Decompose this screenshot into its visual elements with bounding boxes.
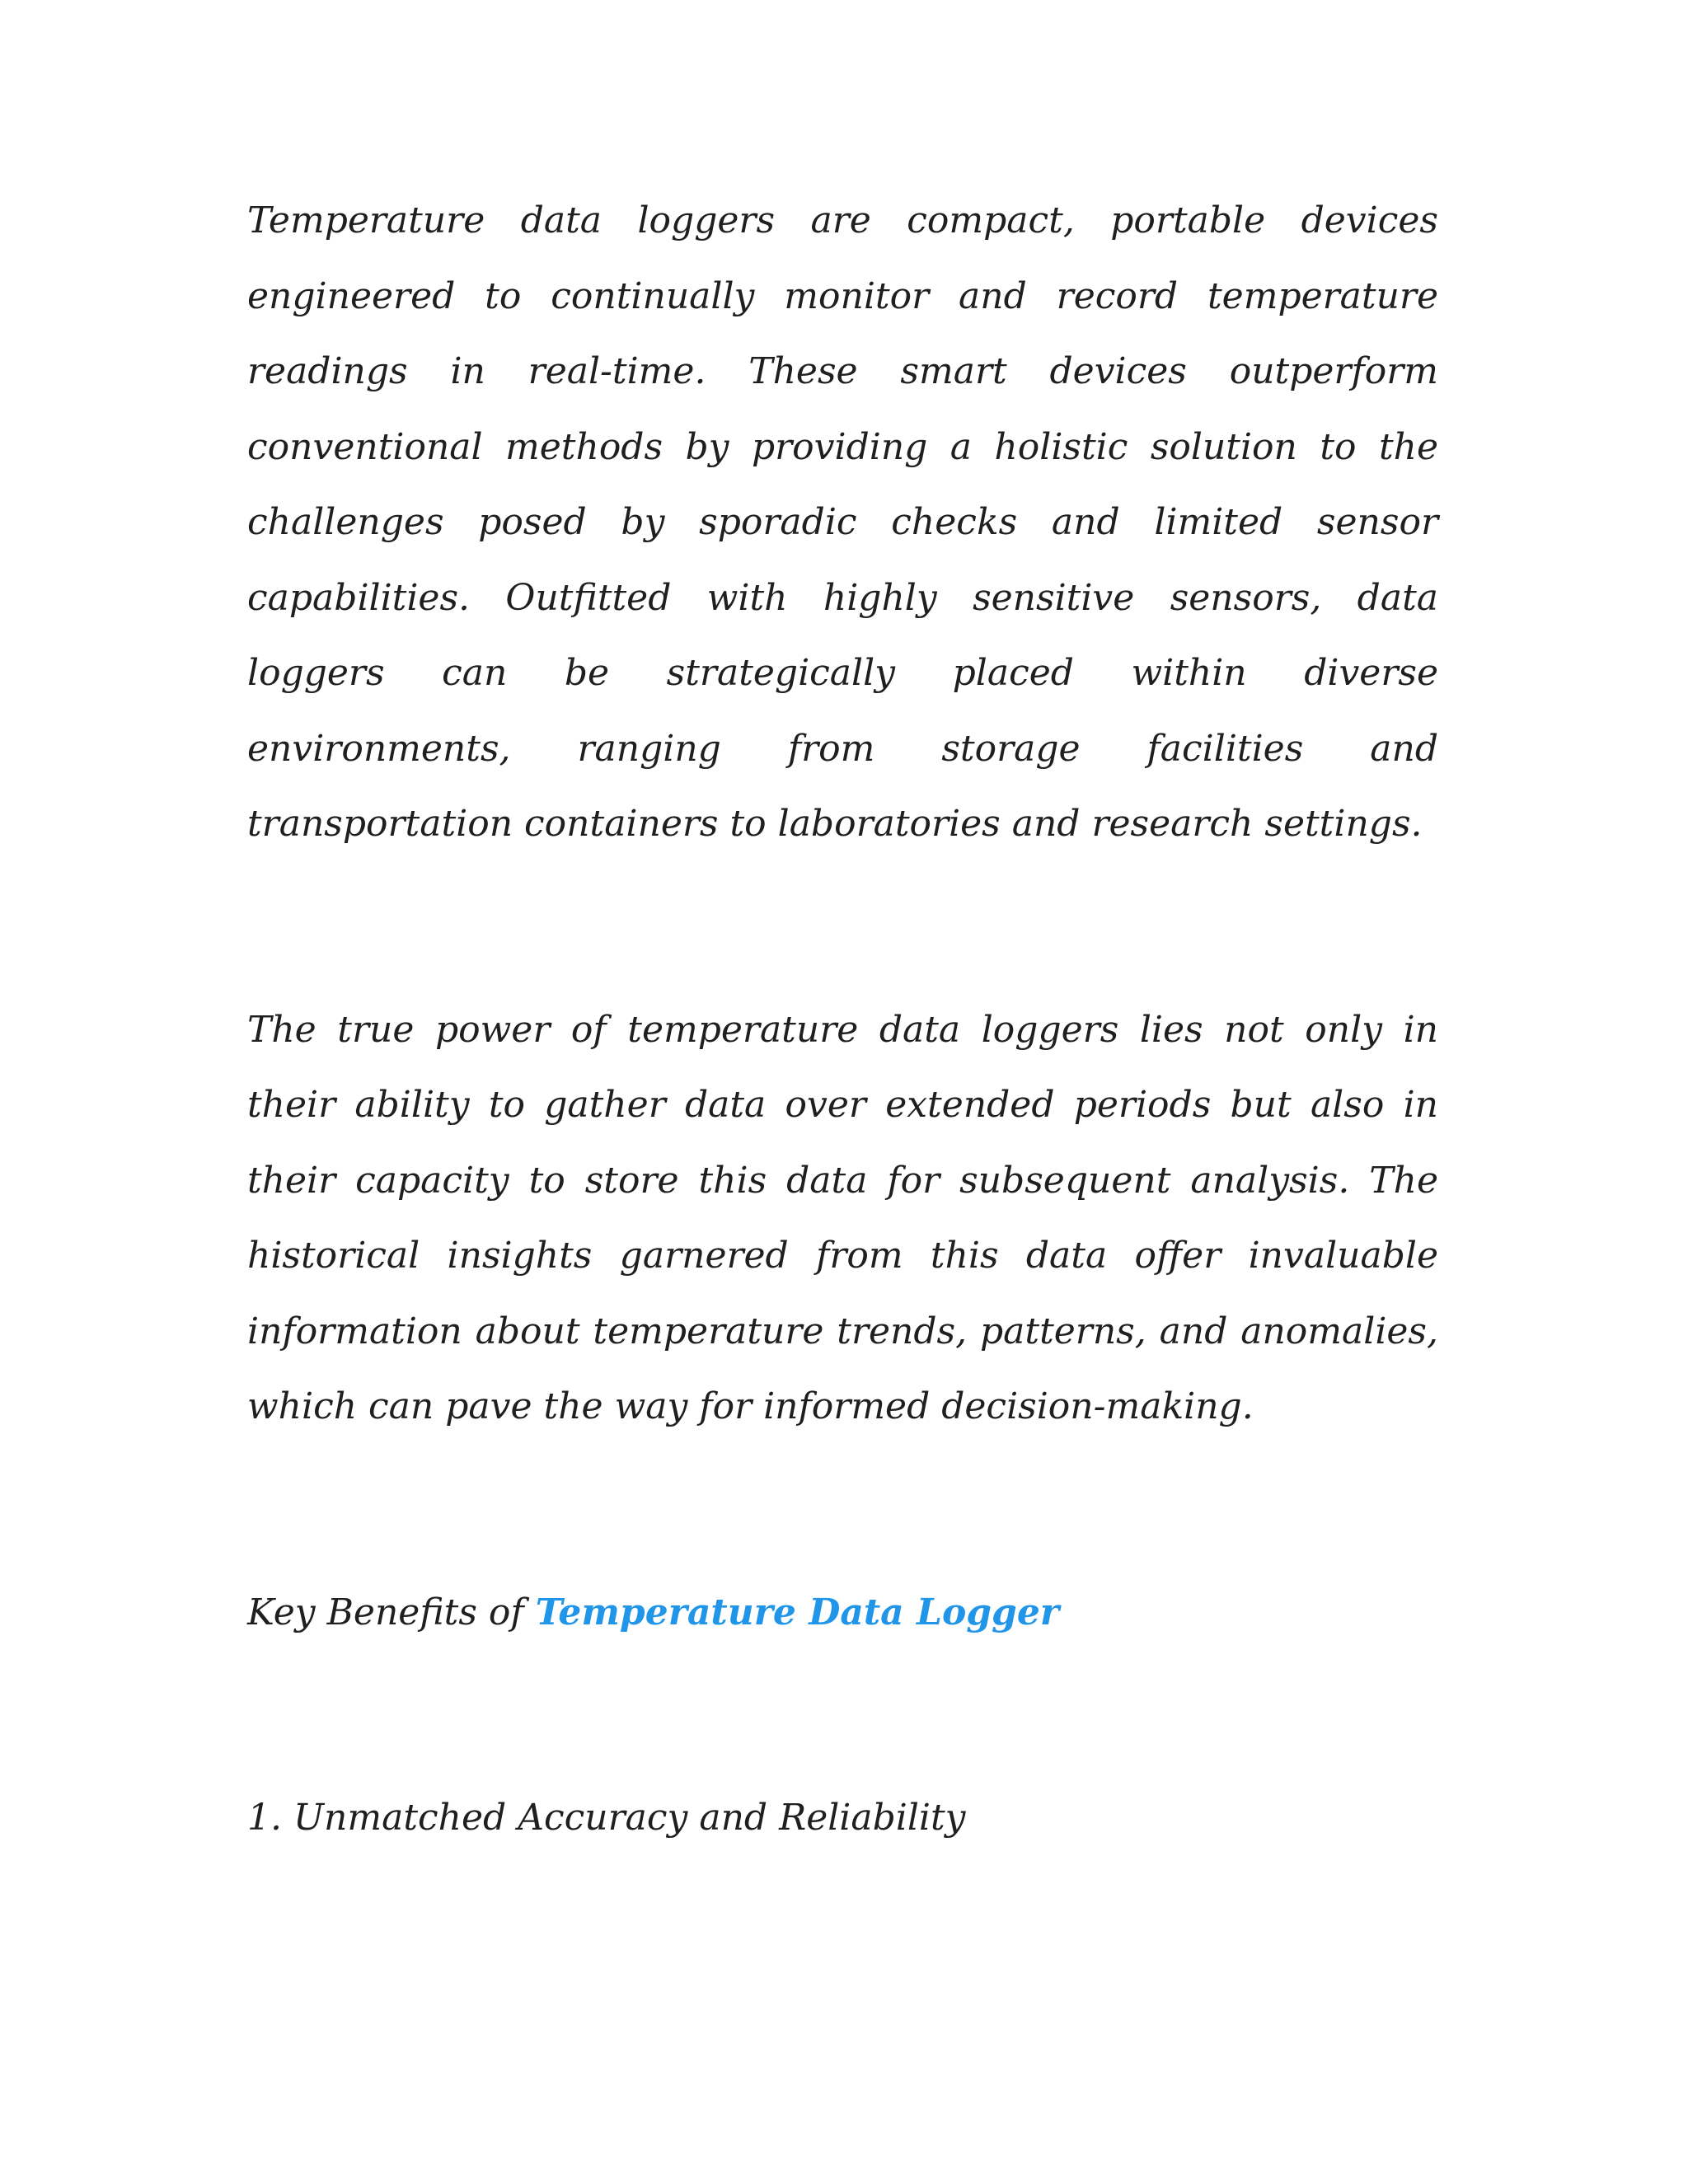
benefit-list-item: 1. Unmatched Accuracy and Reliability [247,1797,966,1839]
document-body [247,183,1438,1856]
temperature-data-logger-link[interactable]: Temperature Data Logger [535,1591,1060,1633]
key-benefits-heading [247,1575,1438,1651]
data-analysis-paragraph: The true power of temperature data loggers lies not only in their ability to gather data over extended periods but also in their capacity to store this data for subsequent analysis. The historical insights garnered from this data offer invaluable information about temperature trends, patterns, and anomalies, which can pave the way for informed decision-making. [247,1008,1438,1427]
intro-paragraph: Temperature data loggers are compact, portable devices engineered to continually monitor and record temperature readings in real-time. These smart devices outperform conventional methods by providing a holistic solution to the challenges posed by sporadic checks and limited sensor capabilities. Outfitted with highly sensitive sensors, data loggers can be strategically placed within diverse environments, ranging from storage facilities and transportation containers to laboratories and research settings. [247,199,1438,845]
key-benefits-heading-prefix: Key Benefits of [247,1591,536,1633]
